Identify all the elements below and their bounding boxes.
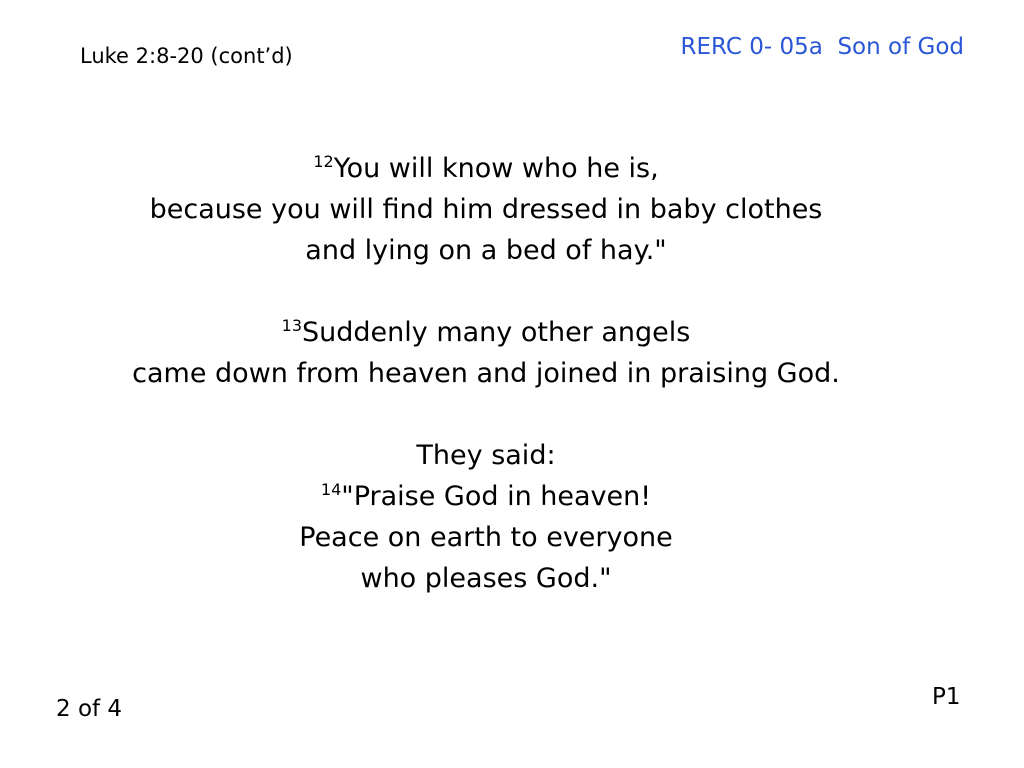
verse-12 xyxy=(0,148,972,271)
verse-number: 13 xyxy=(281,316,303,335)
passage-line: came down from heaven and joined in praising God. xyxy=(132,358,840,389)
course-title: RERC 0- 05a Son of God xyxy=(680,34,964,60)
passage-text xyxy=(0,148,972,599)
slide-page-code: P1 xyxy=(932,684,961,710)
passage-line: because you will find him dressed in baby clothes xyxy=(149,194,823,225)
slide-page-count: 2 of 4 xyxy=(56,696,123,722)
passage-line xyxy=(0,148,972,189)
passage-line xyxy=(0,312,972,353)
they-said-line: They said: xyxy=(416,440,556,471)
scripture-reference: Luke 2:8-20 (cont’d) xyxy=(80,44,293,68)
passage-line-text: You will know who he is, xyxy=(333,153,659,184)
passage-line-text: "Praise God in heaven! xyxy=(341,481,652,512)
verse-13 xyxy=(0,312,972,394)
spacer xyxy=(0,394,972,435)
verse-number: 12 xyxy=(313,152,334,171)
passage-line-text: Suddenly many other angels xyxy=(302,317,691,348)
passage-line: Peace on earth to everyone xyxy=(299,522,673,553)
passage-line: who pleases God." xyxy=(360,563,612,594)
passage-line: and lying on a bed of hay." xyxy=(305,235,667,266)
spacer xyxy=(0,271,972,312)
verse-number: 14 xyxy=(320,480,342,499)
passage-line xyxy=(0,476,972,517)
verse-14 xyxy=(0,435,972,599)
